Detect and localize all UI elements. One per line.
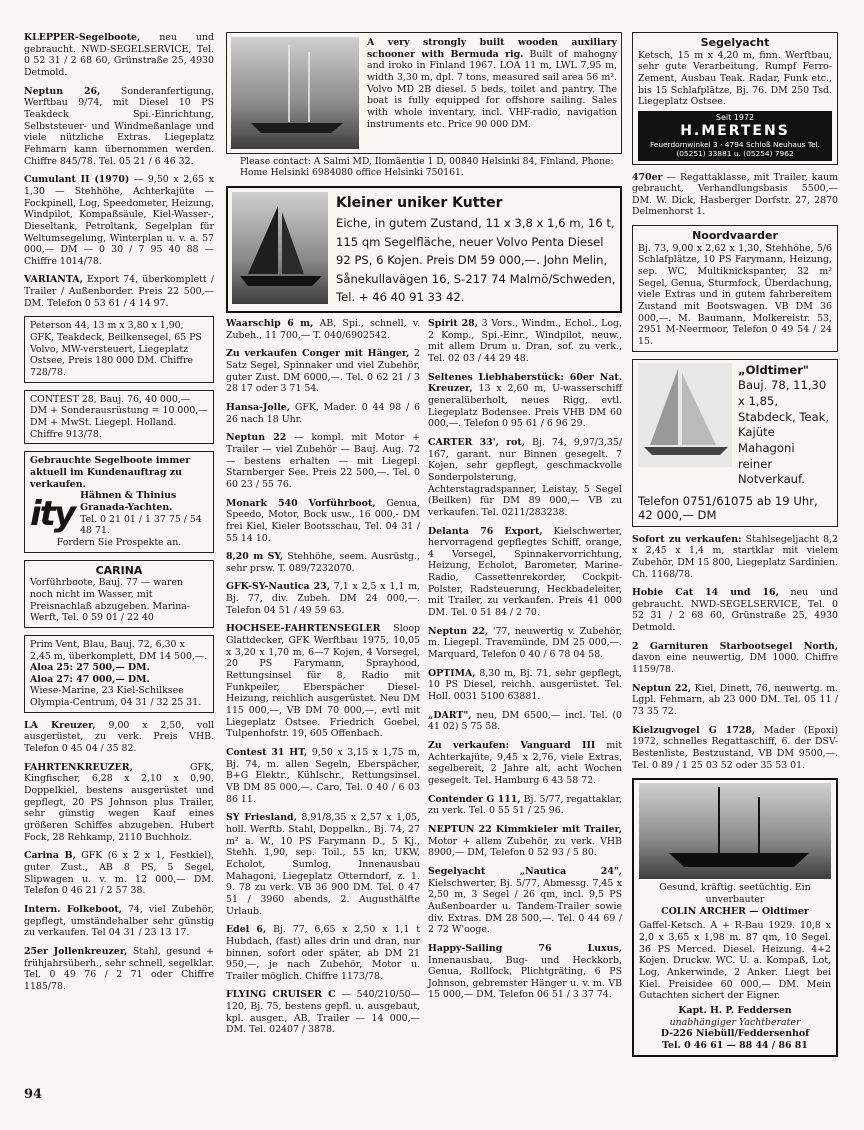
oldtimer-body: Bauj. 78, 11,30 x 1,85, Stabdeck, Teak, Kajüte Mahagoni reiner Notverkauf. xyxy=(738,378,830,487)
classified-ad xyxy=(24,274,214,309)
ad-text: Bj. 74, 9,97/3,35/ 167, garant. nur Binnen gesegelt. 7 Kojen, sehr gepflegt, geschmackvolle Sonderpolsterung, Achterstagradspanner, Leistay, 5 Segel (Beilken) für DM 89 000,— VB zu verkaufen. Tel. 0211/283238. xyxy=(428,436,622,518)
ad-text: Innenausbau, Bug- und Heckkorb, Genua, Rollfock, Plichtgräting, 6 PS Johnson, gebremster Hänger u. v. m. VB 15 000,— DM. Telefon 06 51 / 3 37 74. xyxy=(428,954,622,1001)
ad-heading: Contender G 111, xyxy=(428,793,521,805)
ad-heading: Monark 540 Vorführboot, xyxy=(226,497,376,509)
carina-title: CARINA xyxy=(95,563,143,577)
ad-text: Kielschwerter, Bj. 5/77, Abmessg. 7,45 x 2,50 m, 3 Segel / 26 qm, incl. 9,5 PS Außenboarder u. Tandem-Trailer sowie div. Extras. DM 28 500,—. Tel. 0 44 69 / 2 72 W'ooge. xyxy=(428,877,622,936)
ad-heading: Zu verkaufen: Vanguard III xyxy=(428,740,596,751)
archer-photo xyxy=(639,783,831,879)
page-number: 94 xyxy=(24,1087,43,1102)
classified-ad xyxy=(632,683,838,718)
ad-text: 9,50 x 3,15 x 1,75 m, Bj. 74, m. allen Segeln, Eberspächer, B+G Elektr., Kühlschr., Rettungsinsel. VB DM 85 000,—. Caro, Tel. 0 40 / 6 03 86 11. xyxy=(226,747,421,805)
archer-sig1: Kapt. H. P. Feddersen xyxy=(678,1004,792,1016)
ad-colin-archer xyxy=(632,778,838,1056)
ad-text: 8,91/8,35 x 2,57 x 1,05, holl. Werftb. Stahl, Doppelkn., Bj. 74, 27 m² a. W., 10 PS Farymann D., 5 Kj., Stehh. 1,90, sep. Toil., 55 kn, UKW, Echolot, Sumlog, Innenausbau Mahagoni, Liegeplatz Otterndorf, z. 1. 9. 78 zu verk. VB 36 900 DM. Tel. 0 47 51 / 3960 abends, 2. Augusthälfte Urlaub. xyxy=(226,812,420,917)
ad-heading: VARIANTA, xyxy=(24,274,83,286)
noordvaarder-title: Noordvaarder xyxy=(692,229,778,243)
ad-heading: Zu verkaufen Conger mit Hänger, xyxy=(226,348,410,360)
column-3 xyxy=(632,32,838,1064)
classified-ad xyxy=(226,402,420,425)
ad-heading: Hansa-Jolle, xyxy=(226,401,291,413)
ad-heading: „DART", xyxy=(428,709,472,721)
ad-heading: Sofort zu verkaufen: xyxy=(632,533,742,545)
classified-ad xyxy=(428,668,622,703)
classified-ad xyxy=(226,551,420,574)
classified-ad xyxy=(632,641,838,676)
ad-heading: KLEPPER-Segelboote, xyxy=(24,32,141,43)
ad-heading: Kielzugvogel G 1728, xyxy=(632,724,756,736)
primvent-line3: Aloa 27: 47 000,— DM. xyxy=(30,673,150,685)
ity-firm: Hähnen & Thinius Granada-Yachten. xyxy=(80,490,177,513)
ad-text: Mader (Epoxi) 1972, schnelles Regattaschiff, 6. der DSV-Bestenliste, Bestzustand, VB DM 9500,—. Tel. 0 89 / 1 25 03 52 oder 35 53 01. xyxy=(632,724,838,771)
primvent-line4: Wiese-Marine, 23 Kiel-Schilksee Olympia-Centrum, 04 31 / 32 25 31. xyxy=(30,685,202,709)
classified-ad xyxy=(226,623,420,740)
ad-heading: 8,20 m SY, xyxy=(226,551,284,563)
archer-body: Gaffel-Ketsch. A + R-Bau 1929. 10,8 x 2,0 x 3,65 x 1,98 m. 87 qm, 10 Segel. 36 PS Merced. Diesel. Heizung. 4+2 Kojen. Druckw. WC. U. a. Kompaß, Lot, Log, Ankerwinde, 2 Anker. Liegt bei Kiel. Preisidee 60 000,— DM. Mein Gutachten sichert der Eigner. xyxy=(639,920,831,1002)
classified-ad xyxy=(428,824,622,859)
ad-text: — kompl. mit Motor + Trailer — viel Zubehör — Bauj. Aug. 72 — bestens erhalten — mit Liegepl. Starnberger See. Preis 22 500,—. Tel. 0 60 23 / 55 76. xyxy=(226,432,420,490)
ad-text: Kielschwerter, hervorragend gepflegtes Schiff, orange, 4 Vorsegel, Spinnakervorrichtung, Heizung, Echolot, Barometer, Marine-Radio, Cassettenrekorder, Cockpit-Polster, Radsteuerung, Heckbadeleiter, mit Trailer, zu verkaufen. Preis 41 000 DM. Tel. 0 51 84 / 2 70. xyxy=(428,525,622,619)
classified-ad xyxy=(24,850,214,897)
ad-text: GFK, Mader. 0 44 98 / 6 26 nach 18 Uhr. xyxy=(226,401,420,425)
noordvaarder-body: Bj. 73, 9,00 x 2,62 x 1,30, Stehhöhe, 5/6 Schlafplätze, 10 PS Farymann, Heizung, sep. WC, Multiknickspanter, 32 m² Segel, Genua, Sturmfock, Überdachung, viele Extras und in gutem fahrbereitem Zustand mit Bootswagen. VB DM 36 000,—. M. Baumann, Molkereistr. 53, 2951 M-Neermoor, Telefon 0 49 54 / 24 15. xyxy=(638,242,832,348)
archer-sig3: D-226 Niebüll/Feddersenhof xyxy=(660,1028,810,1040)
classified-ad xyxy=(226,432,420,490)
ad-text: 3 Vors., Windm., Echol., Log, 2 Komp., Spi.-Einr., Windpilot, neuw., mit allem Drum u. Dran, sof. zu verk., Tel. 02 03 / 44 29 48. xyxy=(428,318,622,364)
ad-heading: Neptun 22, xyxy=(428,625,489,637)
classified-ad xyxy=(428,943,622,1001)
ad-heading: Intern. Folkeboot, xyxy=(24,903,122,915)
archer-intro: Gesund, kräftig. seetüchtig. Ein unverbauter xyxy=(659,882,811,906)
ad-heading: NEPTUN 22 Kimmkieler mit Trailer, xyxy=(428,823,622,835)
ad-heading: Neptun 22, xyxy=(632,682,692,694)
ity-footer: Fordern Sie Prospekte an. xyxy=(56,536,182,548)
ad-heading: CARTER 33', rot, xyxy=(428,436,525,448)
ad-heading: Seltenes Liebhaberstück: 60er Nat. Kreuzer, xyxy=(428,371,622,395)
column-2a xyxy=(226,318,420,1043)
ad-heading: Segelyacht „Nautica 24", xyxy=(428,865,622,877)
ad-heading: OPTIMA, xyxy=(428,667,476,679)
classified-ad xyxy=(24,720,214,755)
classified-ad xyxy=(24,762,214,844)
primvent-line2: Aloa 25: 27 500,— DM. xyxy=(30,662,150,674)
classified-ad xyxy=(428,626,622,661)
ad-text: neu und gebraucht. NWD-SEGELSERVICE, Tel. 0 52 31 / 2 68 60, Grünstraße 25, 4930 Detmold. xyxy=(632,587,838,634)
ad-carina xyxy=(24,560,214,628)
kutter-sail-icon xyxy=(232,192,328,304)
ad-heading: Happy-Sailing 76 Luxus, xyxy=(428,942,622,954)
ad-text: Kiel, Dinett, 76, neuwertg. m. Lgpl. Fehmarn, ab 23 000 DM. Tel. 05 11 / 73 35 72. xyxy=(632,682,838,718)
primvent-line1: Prim Vent, Blau, Bauj. 72, 6,30 x 2,45 m, überkomplett, DM 14 500,—. xyxy=(30,638,208,662)
ad-text: Bj. 5/77, regattaklar, zu verk. Tel. 0 55 51 / 25 96. xyxy=(428,793,622,817)
schooner-sail-icon xyxy=(231,37,359,149)
oldtimer-photo xyxy=(638,363,732,467)
ad-heading: 470er xyxy=(632,171,663,183)
classified-ad xyxy=(428,372,622,430)
classified-ad xyxy=(226,989,420,1036)
archer-ship-icon xyxy=(639,783,829,879)
kutter-title: Kleiner uniker Kutter xyxy=(336,194,503,211)
ity-title: Gebrauchte Segelboote immer aktuell im Kundenauftrag zu verkaufen. xyxy=(30,455,191,490)
ad-text: Sloop Glattdecker, GFK Werftbau 1975, 10,05 x 3,20 x 1,70 m, 6—7 Kojen, 4 Vorsegel, 20 PS Farymann, Sprayhood, Rettungsinsel für 8, Radio mit Funkpeiler, Eberspächer Diesel-Heizung, reichlich ausgerüstet. Neu DM 115 000,—, VB DM 70 000,—, evtl mit Liegeplatz Ostsee. Friedrich Goebel, Tulpenhofstr. 19, 605 Offenbach. xyxy=(226,623,420,740)
classified-ad xyxy=(428,526,622,619)
ad-heading: FAHRTENKREUZER, xyxy=(24,761,133,773)
ad-heading: FLYING CRUISER C xyxy=(226,989,336,1001)
ad-text: GFK (6 x 2 x 1, Festkiel), guter Zust., AB 8 PS, 5 Segel, Slipwagen u. v. m. 12 000,— DM. Telefon 0 46 21 / 2 57 38. xyxy=(24,850,214,897)
ad-text: Export 74, überkomplett / Trailer / Außenborder. Preis 22 500,— DM. Telefon 0 53 61 / 4 14 97. xyxy=(24,274,214,309)
segelyacht-body: Ketsch, 15 m x 4,20 m, finn. Werftbau, sehr gute Verarbeitung, Rumpf Ferro-Zement, Ausbau Teak. Radar, Funk etc., bis 15 Schlafplätze, Bj. 76. DM 250 Tsd. Liegeplatz Ostsee. xyxy=(638,49,832,108)
segelyacht-title: Segelyacht xyxy=(700,36,770,49)
ad-heading: Waarschip 6 m, xyxy=(226,318,314,329)
ad-segelyacht xyxy=(632,32,838,165)
ad-schooner xyxy=(226,32,622,154)
column-2b xyxy=(428,318,622,1008)
classified-ad xyxy=(226,348,420,395)
archer-sig4: Tel. 0 46 61 — 88 44 / 86 81 xyxy=(662,1039,808,1051)
carina-body: Vorführboote, Bauj. 77 — waren noch nicht im Wasser, mit Preisnachlaß abzugeben. Marina-Werft, Tel. 0 59 01 / 22 40 xyxy=(30,577,191,624)
ad-text: Genua, Speedo, Motor, Bock usw., 16 000,- DM frei Kiel, Kieler Bootsschau, Tel. 04 31 / 55 14 10. xyxy=(226,497,420,544)
ad-text: Stahlsegeljacht 8,2 x 2,45 x 1,4 m, startklar mit vielem Zubehör, DM 15 800, Liegeplatz Sardinien. Ch. 1168/78. xyxy=(632,533,838,580)
archer-title: COLIN ARCHER — Oldtimer xyxy=(661,905,809,917)
column-1 xyxy=(24,32,214,1000)
ad-heading: LA Kreuzer, xyxy=(24,719,96,731)
classified-ad xyxy=(632,725,838,772)
ad-heading: 25er Jollenkreuzer, xyxy=(24,945,128,957)
ad-text: Stehhöhe, seem. Ausrüstg., sehr prsw. T. 089/7232070. xyxy=(226,551,420,574)
ad-text: neu, DM 6500,— incl. Tel. (0 41 02) 5 75 58. xyxy=(428,709,622,733)
ad-heading: SY Friesland, xyxy=(226,812,297,824)
ad-heading: Carina B, xyxy=(24,850,76,862)
ad-heading: Delanta 76 Export, xyxy=(428,525,543,537)
ad-text: — 540/210/50— 120, Bj. 75, bestens gepfl. u. ausgebaut, kpl. ausger., AB, Trailer — 14 000,— DM. Tel. 02407 / 3878. xyxy=(226,989,420,1036)
classified-ad xyxy=(428,710,622,733)
ad-text: Sonderanfertigung, Werftbau 9/74, mit Diesel 10 PS Teakdeck Spi.-Einrichtung, Selbststeuer- und Windmeßanlage und viele nützliche Extras. Liegeplatz Fehmarn kann übernommen werden. Chiffre 845/78. Tel. 05 21 / 6 46 32. xyxy=(24,85,214,167)
classified-ad xyxy=(428,794,622,817)
oldtimer-title: „Oldtimer" xyxy=(738,362,809,377)
ad-heading: Neptun 22 xyxy=(226,432,287,444)
ad-text: mit Achterkajüte, 9,45 x 2,76, viele Extras, segelbereit, 2 Jahre alt, acht Wochen gesegelt. Tel. Hamburg 6 43 58 72. xyxy=(428,740,622,786)
ad-noordvaarder xyxy=(632,225,838,352)
ad-heading: Cumulant II (1970) xyxy=(24,174,130,186)
ad-text: 8,30 m, Bj. 71, sehr gepflegt, 10 PS Diesel, reichh. ausgerüstet. Tel. Holl. 0031 5100 63881. xyxy=(428,667,622,703)
ad-primvent xyxy=(24,635,214,713)
classified-ad xyxy=(24,86,214,168)
ad-oldtimer xyxy=(632,359,838,527)
classified-ad xyxy=(428,866,622,936)
classified-ad xyxy=(24,174,214,267)
archer-sig2: unabhängiger Yachtberater xyxy=(669,1016,801,1028)
ad-text: 74, viel Zubehör, gepflegt, umständehalber sehr günstig zu verkaufen. Tel 04 31 / 23 13 17. xyxy=(24,903,215,939)
classified-ad xyxy=(226,747,420,805)
ad-text: AB, Spi., schnell, v. Zubeh., 11 700,— T. 040/6902542. xyxy=(226,318,420,341)
ad-heading: Edel 6, xyxy=(226,924,267,936)
ad-text: davon eine neuwertig, DM 1000. Chiffre 1159/78. xyxy=(632,652,838,676)
ad-heading: 2 Garnituren Starbootsegel North, xyxy=(632,640,838,652)
ad-ity xyxy=(24,451,214,552)
ad-text: '77, neuwertig v. Zubehör, m. Liegepl. Travemünde, DM 25 000,—. Marquard, Telefon 0 40 / 6 78 04 58. xyxy=(428,625,622,661)
classified-ad xyxy=(428,437,622,519)
ad-peterson: Peterson 44, 13 m x 3,80 x 1,90, GFK, Teakdeck, Beilkensegel, 65 PS Volvo, MW-versteuert, Liegeplatz Ostsee, Preis 180 000 DM. Chiffre 728/78. xyxy=(24,316,214,382)
classified-ad xyxy=(632,587,838,634)
classified-ad xyxy=(226,924,420,982)
ad-text: — 9,50 x 2,65 x 1,30 — Stehhöhe, Achterkajüte — Fockpinell, Log, Speedometer, Heizung, Windpilot, Kompaßsäule, Kiel-Wasser-, Dieseltank, Petroltank, Segelplan für Weltumsegelung, Winterplan u. v. a. 57 000,— DM — 0 30 / 7 95 40 88 — Chiffre 1014/78. xyxy=(24,174,214,267)
oldtimer-tel: Telefon 0751/61075 ab 19 Uhr, 42 000,— DM xyxy=(638,493,818,523)
classified-ad xyxy=(226,812,420,917)
classified-ad xyxy=(632,534,838,581)
classified-ad xyxy=(632,172,838,219)
ad-text: Motor + allem Zubehör, zu verk. VHB 8900,— DM, Telefon 0 52 93 / 5 80. xyxy=(428,835,622,859)
ad-heading: HOCHSEE-FAHRTENSEGLER xyxy=(226,623,381,635)
ity-logo: ity xyxy=(30,493,75,534)
column-2-top xyxy=(226,32,622,320)
classified-ad xyxy=(226,318,420,341)
mertens-addr: Feuerdornwinkel 3 · 4794 Schloß Neuhaus Tel. (05251) 33881 u. (05254) 7962 xyxy=(649,140,821,159)
classified-ad xyxy=(24,32,214,79)
ad-text: 9,00 x 2,50, voll ausgerüstet, zu verk. Preis VHB. Telefon 0 45 04 / 35 82. xyxy=(24,719,214,755)
schooner-body: Built of mahogny and iroko in Finland 1967. LOA 11 m, LWL 7,95 m, width 3,30 m, dpl. 7 tons, measured sail area 56 m². Volvo MD 2B diesel. 5 beds, toilet and pantry. The boat is fully equipped for offshore sailing. Sales with whole inventary, incl. VHF-radio, navigation instruments etc. Price 90 000 DM. xyxy=(367,48,617,130)
classified-ad xyxy=(226,498,420,545)
mertens-since: Seit 1972 xyxy=(715,112,755,122)
ad-heading: Neptun 26, xyxy=(24,85,101,97)
ad-text: Stahl, gesund + frühjahrsüberh., sehr schnell, segelklar. Tel. 0 49 76 / 2 71 oder Chiffre 1185/78. xyxy=(24,945,215,992)
ad-text: — Regattaklasse, mit Trailer, kaum gebraucht, Verhandlungsbasis 5500,— DM. W. Dick, Hasberger Dorfstr. 27, 2870 Delmenhorst 1. xyxy=(632,171,838,218)
ad-text: GFK, Kingfischer, 6,28 x 2,10 x 0,90, Doppelkiel, bestens ausgerüstet und gepflegt, 20 PS Johnson plus Trailer, sehr günstig wegen Kauf eines größeren Schiffes abzugeben. Hubert Fock, 28 Rehkamp, 2110 Buchholz. xyxy=(24,761,214,843)
ad-contest: CONTEST 28, Bauj. 76, 40 000,— DM + Sonderausrüstung = 10 000,— DM + MwSt. Liegepl. Holland. Chiffre 913/78. xyxy=(24,390,214,445)
ad-text: neu und gebraucht. NWD-SEGELSERVICE, Tel. 0 52 31 / 2 68 60, Grünstraße 25, 4930 Detmold. xyxy=(24,32,214,78)
ad-heading: Spirit 28, xyxy=(428,318,478,329)
ad-kutter xyxy=(226,186,622,313)
ity-tel: Tel. 0 21 01 / 1 37 75 / 54 48 71. xyxy=(80,513,202,537)
mertens-logo xyxy=(638,111,832,161)
ad-text: Bj. 77, 6,65 x 2,50 x 1,1 t Hubdach, (fast) alles drin und dran, nur binnen, sofort oder später, ab DM 21 950,—, je nach Zubehör, Motor u. Trailer möglich. Chiffre 1173/78. xyxy=(226,924,420,982)
schooner-head: A very strongly built wooden auxiliary schooner with Bermuda rig. xyxy=(367,37,617,60)
schooner-photo xyxy=(231,37,359,149)
ad-heading: Hobie Cat 14 und 16, xyxy=(632,587,779,599)
oldtimer-sail-icon xyxy=(638,363,732,467)
classified-ad xyxy=(24,946,214,993)
classified-ad xyxy=(24,904,214,939)
mertens-firm: H.MERTENS xyxy=(680,122,790,139)
kutter-body: Eiche, in gutem Zustand, 11 x 3,8 x 1,6 m, 16 t, 115 qm Segelfläche, neuer Volvo Penta Diesel 92 PS, 6 Kojen. Preis DM 59 000,—. John Melin, Sånekullavägen 16, S-217 74 Malmö/Schweden, Tel. + 46 40 91 33 42. xyxy=(336,216,616,305)
schooner-contact: Please contact: A Salmi MD, Ilomäentie 1 D, 00840 Helsinki 84, Finland, Phone: Home Helsinki 6984080 office Helsinki 750161. xyxy=(240,156,614,179)
ad-text: 2 Satz Segel, Spinnaker und viel Zubehör, guter Zust. DM 6000,—. Tel. 0 62 21 / 3 28 17 oder 3 71 54. xyxy=(226,348,420,395)
kutter-photo xyxy=(232,192,328,304)
classified-ad xyxy=(428,740,622,787)
ad-heading: Contest 31 HT, xyxy=(226,747,308,758)
ad-text: 7,1 x 2,5 x 1,1 m, Bj. 77, div. Zubeh. DM 24 000,—. Telefon 04 51 / 49 59 63. xyxy=(226,581,420,616)
classified-ad xyxy=(428,318,622,365)
ad-heading: GFK-SY-Nautica 23, xyxy=(226,581,330,593)
ad-text: 13 x 2,60 m, U-wasserschiff generalüberholt, neues Rigg, evtl. Liegeplatz Bodensee. Preis VHB DM 60 000,—. Telefon 0 95 61 / 6 96 29. xyxy=(428,383,622,430)
classified-ad xyxy=(226,581,420,616)
